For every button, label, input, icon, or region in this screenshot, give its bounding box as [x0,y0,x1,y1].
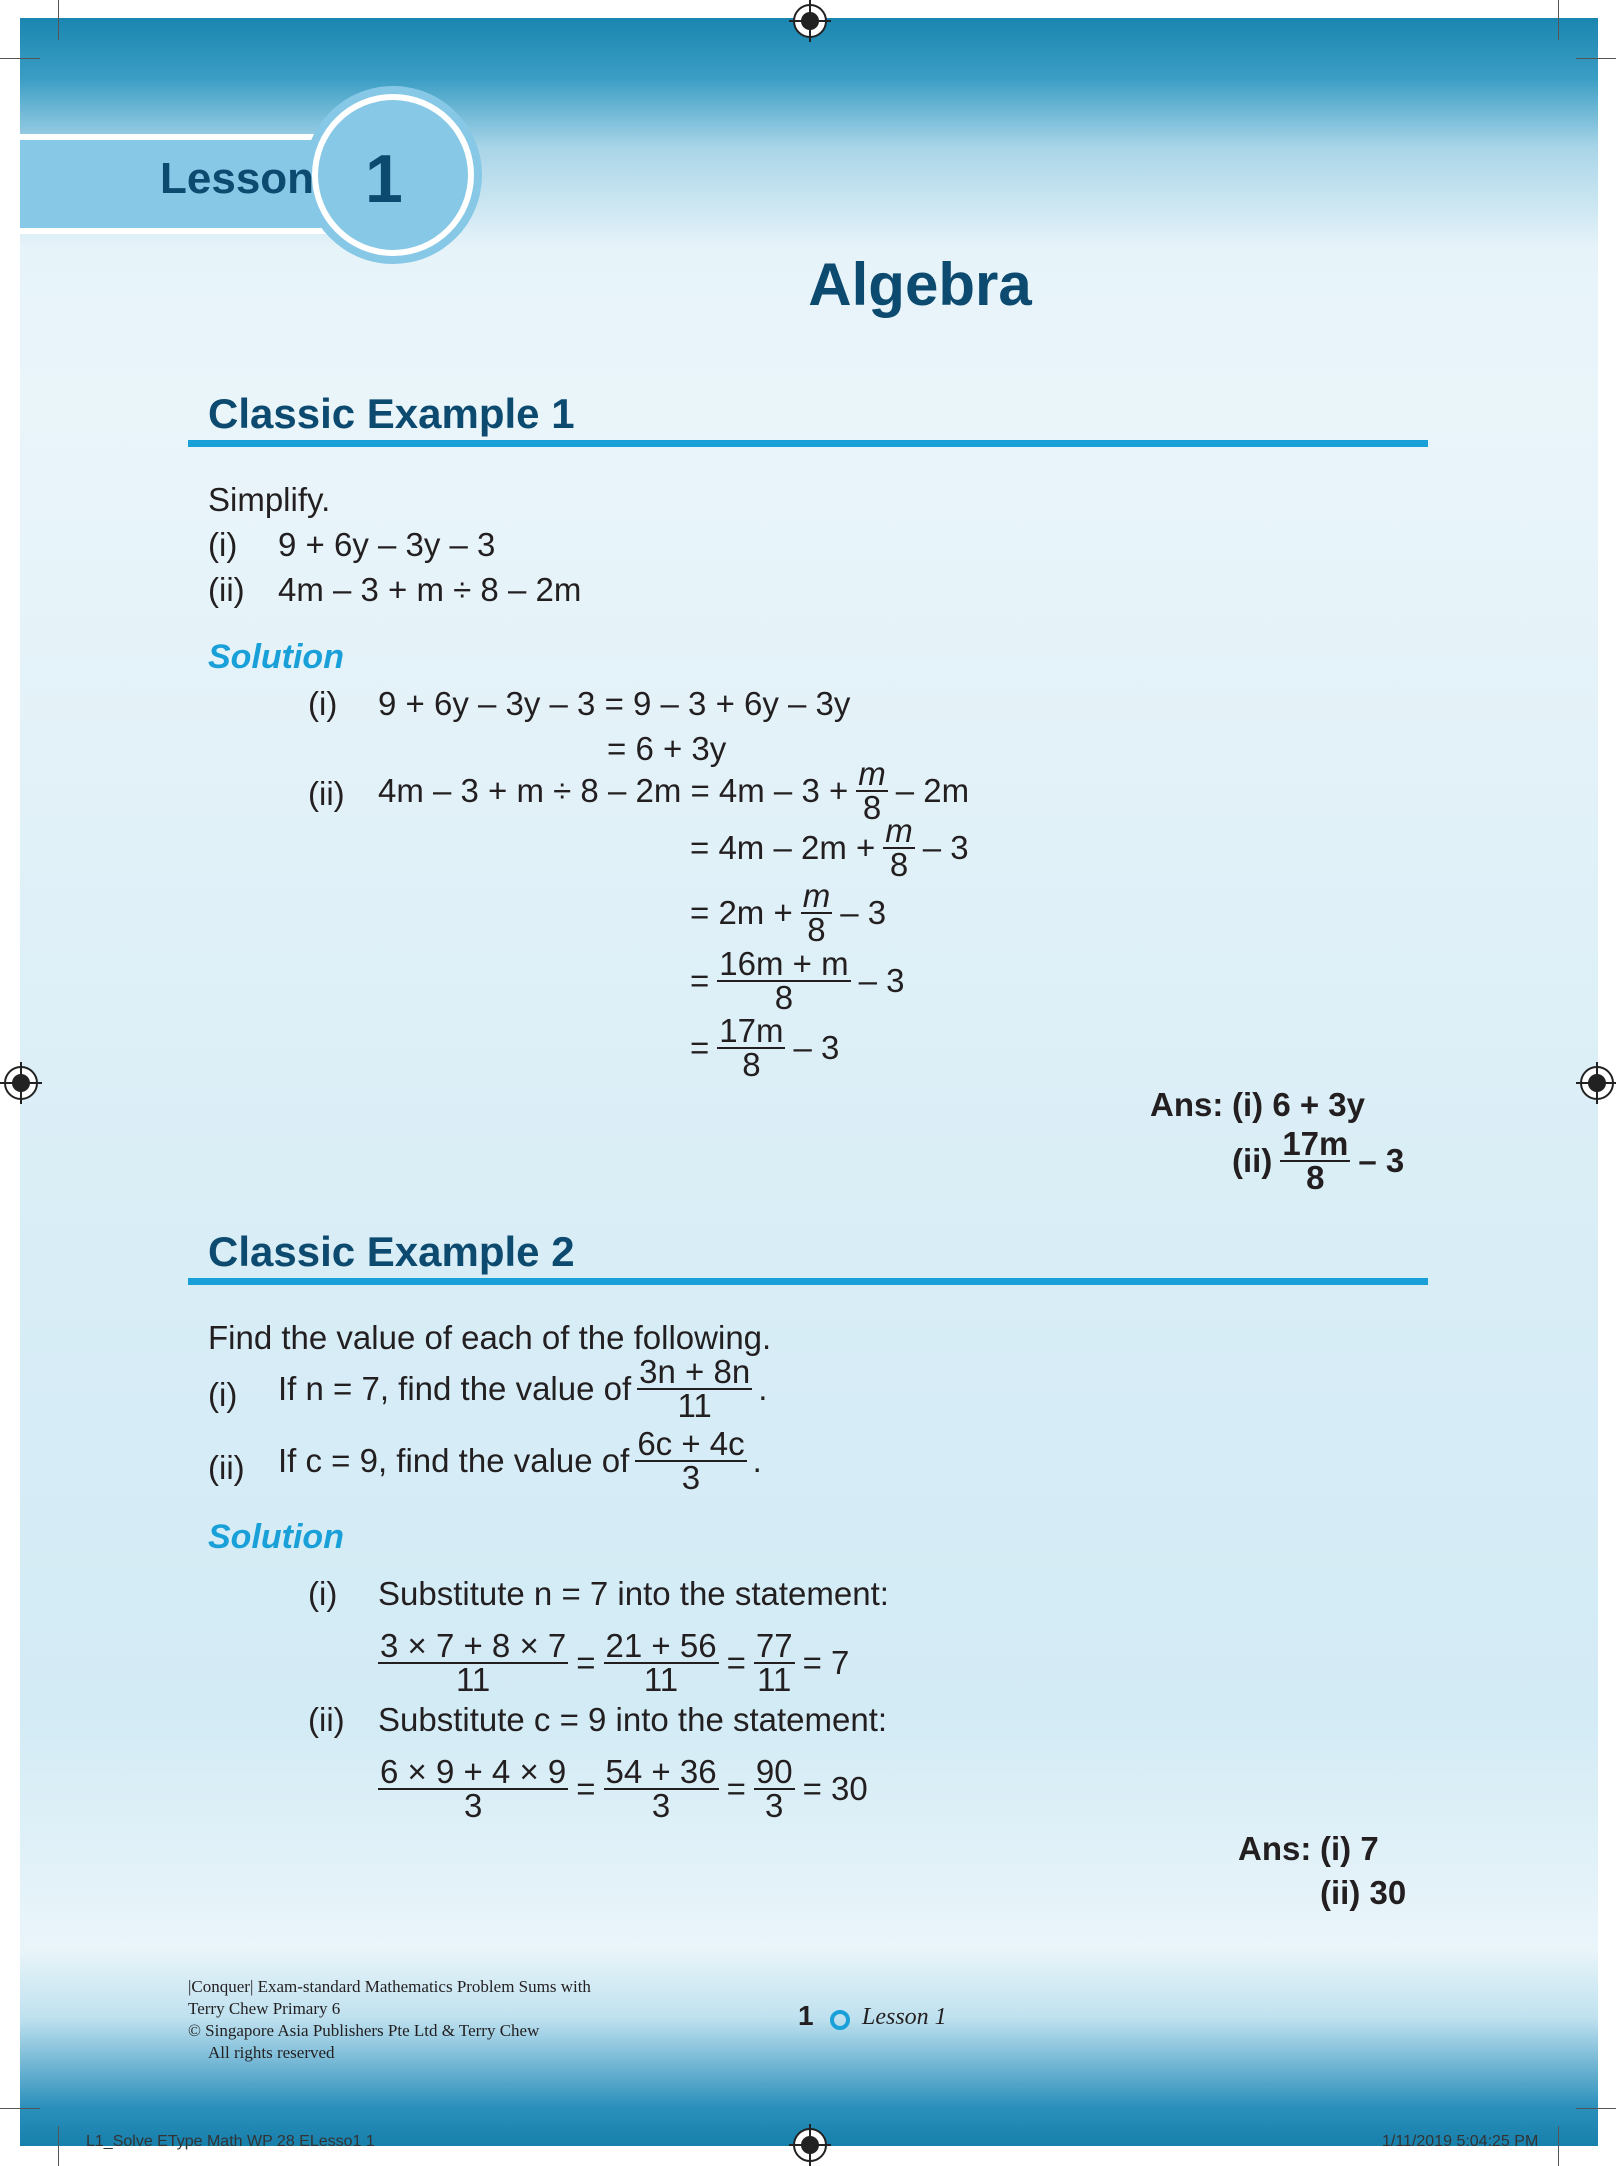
fraction-denominator: 3 [463,1787,483,1824]
registration-mark-icon [793,2128,827,2162]
fraction [637,1353,752,1424]
solution-label: (i) [308,1575,338,1612]
fraction [717,945,850,1016]
crop-mark [1558,2126,1559,2166]
fraction [604,1627,719,1698]
fraction-numerator: 6c + 4c [637,1425,745,1462]
fraction-numerator: 21 + 56 [605,1627,717,1664]
question-label: (ii) [208,1449,245,1486]
page-lesson-label: Lesson 1 [862,2004,947,2030]
copyright-block [188,1976,591,2064]
fraction [378,1627,568,1698]
expression-text: – 3 [793,1029,840,1066]
ring-bullet-icon [830,2010,850,2030]
solution-label: (ii) [308,1701,345,1738]
fraction-denominator: 8 [774,979,794,1016]
fraction-denominator: 3 [681,1459,701,1496]
fraction-numerator: 77 [755,1627,793,1664]
equals-sign: = [726,1770,746,1807]
answer-text: (ii) 30 [1320,1874,1407,1911]
crop-mark [58,0,59,40]
answer-part-text: – 3 [1358,1142,1405,1179]
solution-line [690,1012,840,1083]
solution-line [690,945,905,1016]
question-text: 4m – 3 + m ÷ 8 – 2m [278,571,582,608]
fraction [1280,1125,1350,1196]
crop-mark [58,2126,59,2166]
fraction [378,1753,568,1824]
fraction-denominator: 3 [651,1787,671,1824]
expression-text: – 3 [858,962,905,999]
solution-line: Substitute n = 7 into the statement: [378,1575,889,1612]
registration-mark-icon [4,1066,38,1100]
crop-mark [1576,58,1616,59]
fraction-numerator: 3n + 8n [639,1353,751,1390]
fraction-denominator: 11 [455,1661,491,1698]
solution-line [690,877,887,948]
equals-sign: = [576,1770,596,1807]
fraction-numerator: 54 + 36 [605,1753,717,1790]
fraction-numerator: 6 × 9 + 4 × 9 [380,1753,567,1790]
answer-label: Ans: [1238,1830,1312,1867]
question-sentence: If n = 7, find the value of [278,1370,632,1407]
fraction-numerator: m [802,877,831,914]
answer-text: (i) 6 + 3y [1232,1086,1365,1123]
answer-text: (i) 7 [1320,1830,1379,1867]
example-1-heading: Classic Example 1 [208,390,575,437]
fraction-denominator: 11 [643,1661,679,1698]
fraction [754,1627,795,1698]
solution-heading: Solution [208,638,344,676]
fraction-numerator: 16m + m [719,945,849,982]
question-sentence: If c = 9, find the value of [278,1442,630,1479]
page-title: Algebra [808,251,1032,318]
registration-mark-icon [793,4,827,38]
page-background [20,18,1598,2146]
question-label: (i) [208,1376,238,1413]
question-label: (ii) [208,571,245,608]
solution-label: (ii) [308,775,345,812]
fraction-denominator: 8 [742,1046,761,1083]
answer-text [1232,1125,1405,1196]
solution-label: (i) [308,685,338,722]
solution-line: Substitute c = 9 into the statement: [378,1701,888,1738]
fraction-numerator: 90 [755,1753,793,1790]
equals-sign: = [690,1029,710,1066]
crop-mark [1558,0,1559,40]
result-text: = 7 [802,1644,850,1681]
fraction-denominator: 11 [677,1387,712,1424]
equals-sign: = [726,1644,746,1681]
solution-line: 9 + 6y – 3y – 3 = 9 – 3 + 6y – 3y [378,685,851,722]
question-text [278,1425,762,1496]
solution-heading: Solution [208,1518,344,1556]
solution-line: = 6 + 3y [607,730,727,767]
fraction-denominator: 8 [1306,1159,1325,1196]
fraction-denominator: 8 [807,911,826,948]
footer-line: |Conquer| Exam-standard Mathematics Problem Sums with [188,1977,591,1996]
slug-filename: L1_Solve EType Math WP 28 ELesso1 1 [86,2133,375,2150]
crop-mark [1576,2108,1616,2109]
example-2-heading: Classic Example 2 [208,1228,575,1275]
fraction-denominator: 8 [862,789,882,826]
solution-line [378,1627,850,1698]
fraction-denominator: 11 [757,1661,792,1698]
registration-mark-icon [1580,1066,1614,1100]
fraction-numerator: 17m [1282,1125,1349,1162]
fraction [801,877,833,948]
slug-timestamp: 1/11/2019 5:04:25 PM [1382,2133,1539,2150]
fraction-numerator: m [885,812,913,849]
example-1-prompt: Simplify. [208,481,331,518]
question-label: (i) [208,526,238,563]
answer-part-label: (ii) [1232,1142,1273,1179]
footer-line: All rights reserved [208,2043,335,2062]
lesson-band-border [20,228,380,234]
fraction [635,1425,746,1496]
fraction [883,812,915,883]
fraction [604,1753,719,1824]
example-2-prompt: Find the value of each of the following. [208,1319,772,1356]
crop-mark [0,58,40,59]
fraction-denominator: 8 [889,846,909,883]
result-text: = 30 [802,1770,868,1807]
page-number: 1 [798,2000,814,2031]
expression-text: = 4m – 2m + [690,829,876,866]
solution-line [690,812,969,883]
expression-text: = 2m + [690,894,793,931]
fraction-denominator: 3 [765,1787,784,1824]
equals-sign: = [576,1644,596,1681]
period: . [758,1370,768,1407]
section-rule [188,440,1428,447]
fraction-numerator: 3 × 7 + 8 × 7 [380,1627,567,1664]
question-text: 9 + 6y – 3y – 3 [278,526,496,563]
period: . [752,1442,762,1479]
expression-text: – 3 [922,829,969,866]
crop-mark [0,2108,40,2109]
lesson-label: Lesson [160,154,315,203]
section-rule [188,1278,1428,1285]
footer-line: © Singapore Asia Publishers Pte Ltd & Terry Chew [188,2021,540,2040]
lesson-number: 1 [365,141,403,217]
expression-text: – 2m [895,772,970,809]
question-text [278,1353,768,1424]
equals-sign: = [690,962,710,999]
solution-line [378,1753,868,1824]
fraction-numerator: m [858,755,886,792]
fraction [754,1753,795,1824]
fraction [717,1012,785,1083]
fraction-numerator: 17m [719,1012,784,1049]
footer-line: Terry Chew Primary 6 [188,1999,341,2018]
expression-text: – 3 [840,894,887,931]
expression-text: 4m – 3 + m ÷ 8 – 2m = 4m – 3 + [378,772,849,809]
answer-label: Ans: [1150,1086,1224,1123]
